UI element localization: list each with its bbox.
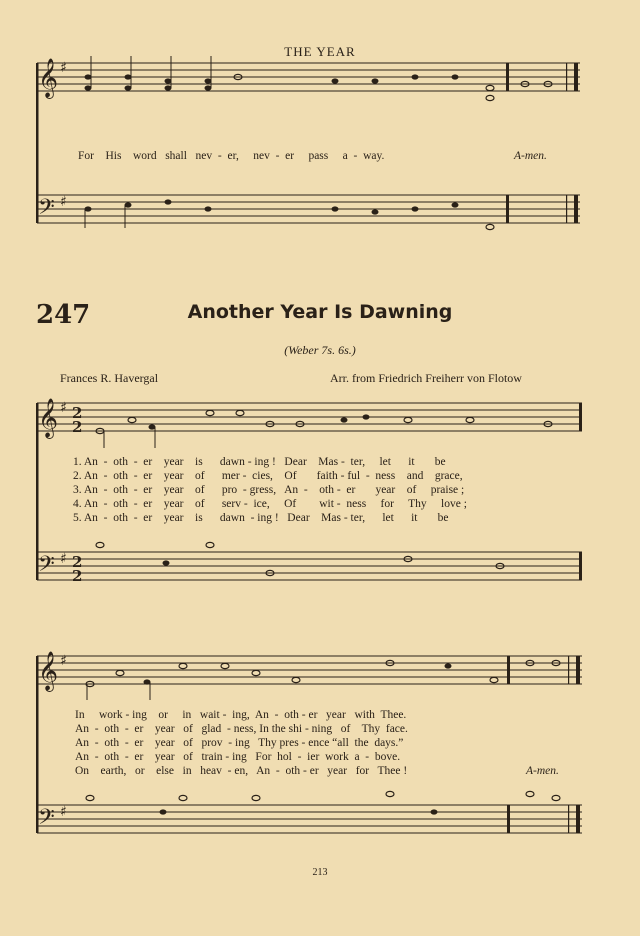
verse-line: 3. An - oth - er year of pro - gress, An - oth - er year of praise ; xyxy=(73,484,465,496)
svg-text:♯: ♯ xyxy=(60,194,67,210)
svg-text:♯: ♯ xyxy=(60,60,67,76)
verse-line: An - oth - er year of prov - ing Thy pres - ence “all the days.” xyxy=(75,737,404,749)
verse-line: In work - ing or in wait - ing, An - oth - er year with Thee. xyxy=(75,709,407,721)
verse-line: 2. An - oth - er year of mer - cies, Of faith - ful - ness and grace, xyxy=(73,470,463,482)
svg-text:𝄞: 𝄞 xyxy=(38,651,59,691)
hymn-title: Another Year Is Dawning xyxy=(187,301,453,323)
hymn-composer: Arr. from Friedrich Freiherr von Flotow xyxy=(330,371,522,385)
bass-staff-0 xyxy=(37,195,580,223)
svg-text:2: 2 xyxy=(72,418,83,436)
verse-line: 5. An - oth - er year is dawn - ing ! Dear Mas - ter, let it be xyxy=(73,512,449,524)
svg-text:2: 2 xyxy=(72,567,83,585)
hymn-amen: A-men. xyxy=(526,765,559,777)
tune-name: (Weber 7s. 6s.) xyxy=(284,343,356,357)
treble-clef-icon: 𝄞 xyxy=(38,58,59,98)
svg-text:2: 2 xyxy=(72,553,83,571)
svg-text:♯: ♯ xyxy=(60,804,67,820)
treble-staff-0 xyxy=(37,63,580,91)
prev-hymn-amen: A-men. xyxy=(514,150,547,162)
prev-hymn-lyric: For His word shall nev - er, nev - er pass a - way. xyxy=(78,150,385,162)
page-number: 213 xyxy=(312,867,328,878)
verse-line: 4. An - oth - er year of serv - ice, Of wit - ness for Thy love ; xyxy=(73,498,467,510)
verse-line: An - oth - er year of train - ing For hol - ier work a - bove. xyxy=(75,751,401,763)
hymn-author: Frances R. Havergal xyxy=(60,371,159,385)
hymn-number: 247 xyxy=(36,300,91,330)
svg-text:𝄢: 𝄢 xyxy=(38,805,55,835)
svg-text:♯: ♯ xyxy=(60,551,67,567)
svg-text:𝄢: 𝄢 xyxy=(38,552,55,582)
svg-text:♯: ♯ xyxy=(60,653,67,669)
bass-clef-icon: 𝄢 xyxy=(38,195,55,225)
svg-text:♯: ♯ xyxy=(60,400,67,416)
verse-line: An - oth - er year of glad - ness, In the shi - ning of Thy face. xyxy=(75,723,408,735)
svg-text:2: 2 xyxy=(72,404,83,422)
verse-line: On earth, or else in heav - en, An - oth - er year for Thee ! xyxy=(75,765,408,777)
running-head: THE YEAR xyxy=(284,44,356,59)
svg-text:𝄞: 𝄞 xyxy=(38,398,59,438)
verse-line: 1. An - oth - er year is dawn - ing ! Dear Mas - ter, let it be xyxy=(73,456,446,468)
